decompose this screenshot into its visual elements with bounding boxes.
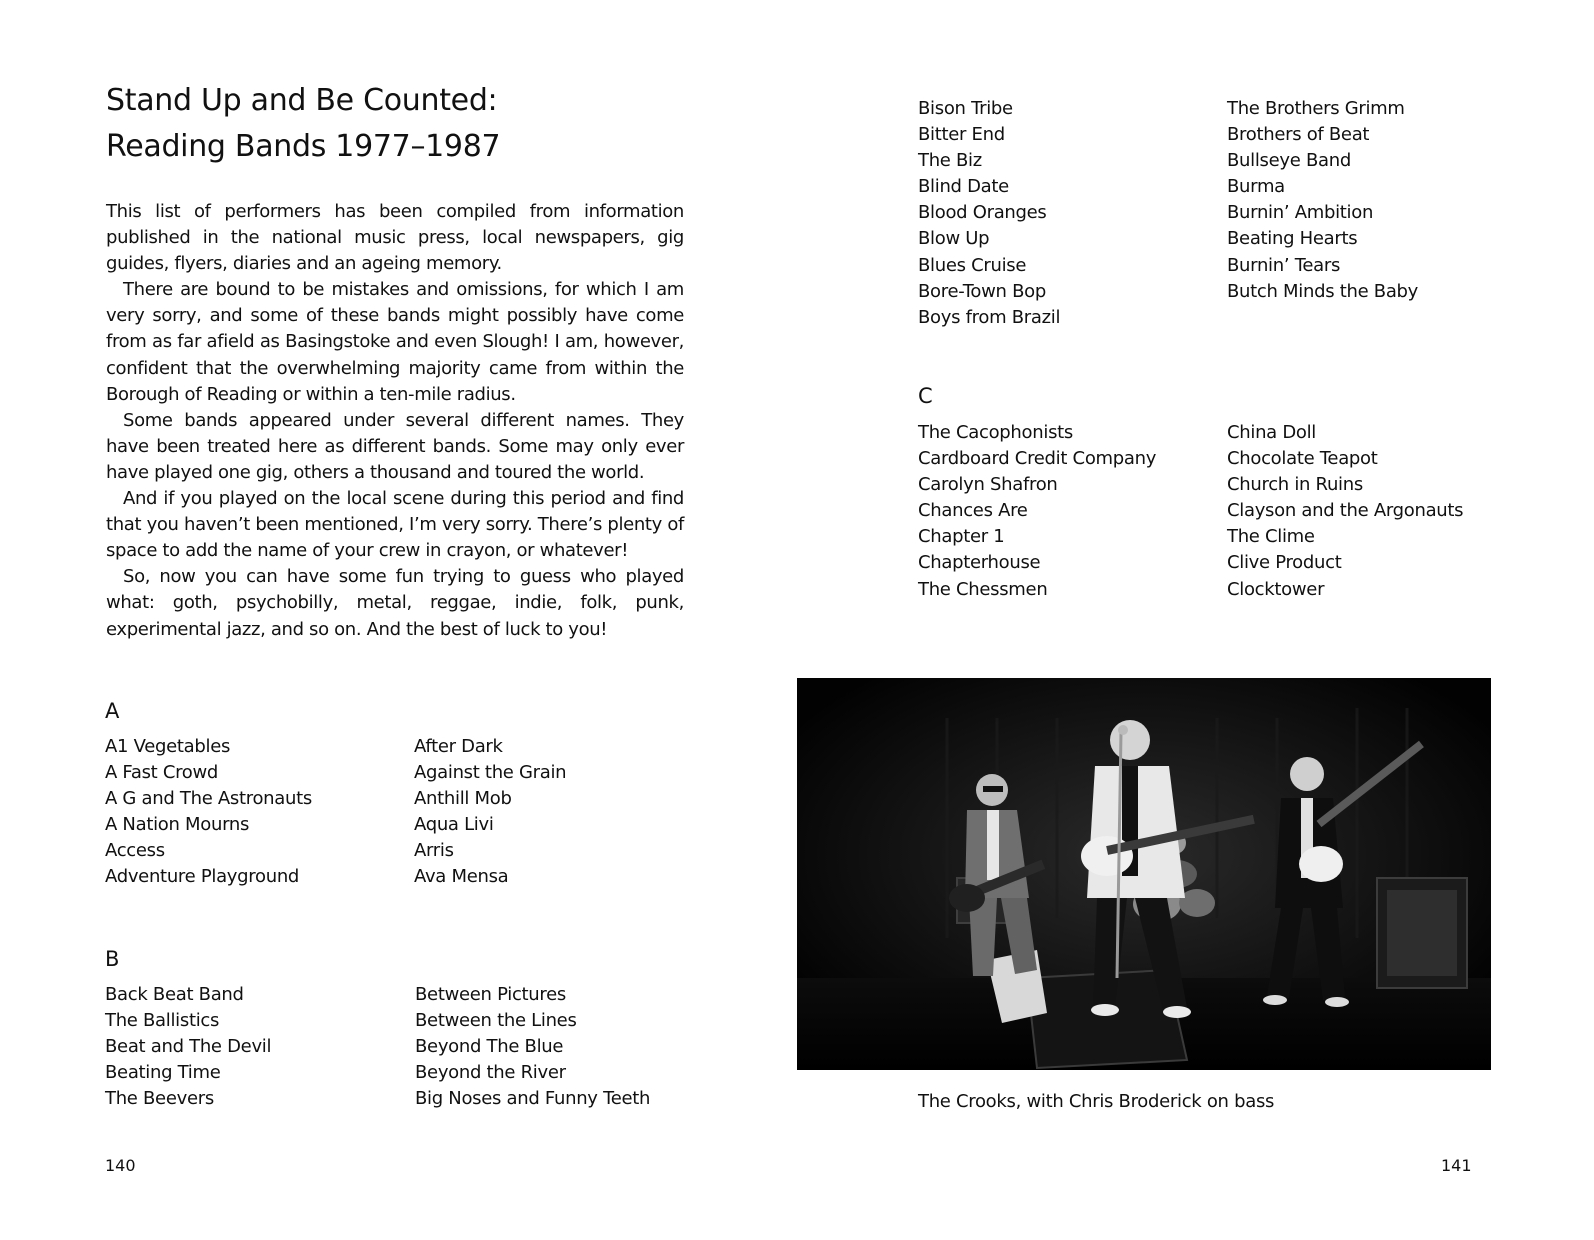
band-name: Bullseye Band xyxy=(1227,150,1351,172)
band-name: Blow Up xyxy=(918,228,990,250)
band-list-c-column-1 xyxy=(918,420,1156,603)
photo-caption: The Crooks, with Chris Broderick on bass xyxy=(918,1091,1275,1112)
band-list-b-column-1 xyxy=(105,982,271,1112)
band-name: The Ballistics xyxy=(105,1010,220,1032)
band-name: Between Pictures xyxy=(415,984,566,1005)
page-number-left: 140 xyxy=(105,1156,136,1175)
band-name: Church in Ruins xyxy=(1227,474,1363,496)
band-name: The Clime xyxy=(1227,526,1315,548)
band-photo xyxy=(797,678,1491,1070)
intro-paragraph: Some bands appeared under several different names. They have been treated here as different bands. Some may only ever have played one gig, others a thousand and toured the world. xyxy=(106,409,684,483)
band-name: The Biz xyxy=(918,150,982,172)
band-name: Carolyn Shafron xyxy=(918,474,1058,496)
band-name: Clayson and the Argonauts xyxy=(1227,500,1464,522)
band-name: Brothers of Beat xyxy=(1227,124,1370,146)
band-name: A G and The Astronauts xyxy=(105,788,312,810)
band-name: Bitter End xyxy=(918,124,1005,146)
band-name: Blues Cruise xyxy=(918,254,1027,276)
title-line-2: Reading Bands 1977–1987 xyxy=(106,129,501,164)
band-name: Clive Product xyxy=(1227,552,1342,574)
band-name: Arris xyxy=(414,840,454,862)
band-list-c-column-2 xyxy=(1227,420,1463,603)
band-list-a-column-1 xyxy=(105,734,312,891)
band-list-b-continued-column-2 xyxy=(1227,96,1418,305)
band-name: Boys from Brazil xyxy=(918,306,1061,328)
page-number-right: 141 xyxy=(1441,1156,1472,1175)
band-name: A Fast Crowd xyxy=(105,762,219,784)
band-name: Chances Are xyxy=(918,500,1028,522)
band-name: Chocolate Teapot xyxy=(1227,448,1378,470)
band-name: Aqua Livi xyxy=(414,814,494,836)
band-name: Against the Grain xyxy=(414,762,567,784)
band-name: A Nation Mourns xyxy=(105,814,250,836)
band-list-a-column-2 xyxy=(414,734,566,891)
intro-paragraph: So, now you can have some fun trying to guess who played what: goth, psychobilly, metal, reggae, indie, folk, punk, experimental jazz, and so on. And the best of luck to you! xyxy=(106,566,684,640)
band-name: Clocktower xyxy=(1227,578,1325,600)
intro-paragraph: This list of performers has been compiled from information published in the national music press, local newspapers, gig guides, flyers, diaries and an ageing memory. xyxy=(106,201,684,275)
title-line-1: Stand Up and Be Counted: xyxy=(106,83,498,118)
band-name: Adventure Playground xyxy=(105,866,300,888)
band-name: Back Beat Band xyxy=(105,984,244,1005)
intro-paragraph: There are bound to be mistakes and omissions, for which I am very sorry, and some of these bands might possibly have come from as far afield as Basingstoke and even Slough! I am, however, confident that the overwhelming majority came from within the Borough of Reading or within a ten-mile radius. xyxy=(106,279,684,405)
page-title xyxy=(106,78,500,170)
right-page xyxy=(797,0,1594,1240)
band-name: Butch Minds the Baby xyxy=(1227,280,1419,302)
band-name: Chapterhouse xyxy=(918,552,1041,574)
band-name: Access xyxy=(105,840,165,862)
band-name: Beat and The Devil xyxy=(105,1036,272,1058)
band-name: Chapter 1 xyxy=(918,526,1005,548)
band-name: Burnin’ Ambition xyxy=(1227,202,1374,224)
band-name: Beating Time xyxy=(105,1062,221,1084)
band-name: Beating Hearts xyxy=(1227,228,1358,250)
band-name: Burnin’ Tears xyxy=(1227,254,1341,276)
band-name: The Beevers xyxy=(105,1088,214,1110)
band-name: After Dark xyxy=(414,736,503,757)
section-heading-b: B xyxy=(105,947,120,971)
band-name: Beyond the River xyxy=(415,1062,566,1084)
band-name: The Chessmen xyxy=(918,578,1048,600)
intro-text xyxy=(106,199,684,643)
band-name: The Brothers Grimm xyxy=(1227,98,1405,119)
section-heading-a: A xyxy=(105,699,120,723)
band-list-b-column-2 xyxy=(415,982,650,1112)
band-name: Between the Lines xyxy=(415,1010,577,1032)
section-heading-c: C xyxy=(918,384,933,408)
band-name: Cardboard Credit Company xyxy=(918,448,1157,470)
band-name: Bison Tribe xyxy=(918,98,1013,119)
band-name: Big Noses and Funny Teeth xyxy=(415,1088,651,1110)
band-name: A1 Vegetables xyxy=(105,736,231,757)
band-name: The Cacophonists xyxy=(918,422,1073,443)
band-name: China Doll xyxy=(1227,422,1317,443)
band-name: Beyond The Blue xyxy=(415,1036,564,1058)
band-name: Anthill Mob xyxy=(414,788,512,810)
band-name: Burma xyxy=(1227,176,1285,198)
band-name: Ava Mensa xyxy=(414,866,509,888)
band-name: Bore-Town Bop xyxy=(918,280,1046,302)
band-name: Blood Oranges xyxy=(918,202,1047,224)
intro-paragraph: And if you played on the local scene during this period and find that you haven’t been mentioned, I’m very sorry. There’s plenty of space to add the name of your crew in crayon, or whatever! xyxy=(106,488,684,562)
band-list-b-continued-column-1 xyxy=(918,96,1060,331)
band-name: Blind Date xyxy=(918,176,1009,198)
